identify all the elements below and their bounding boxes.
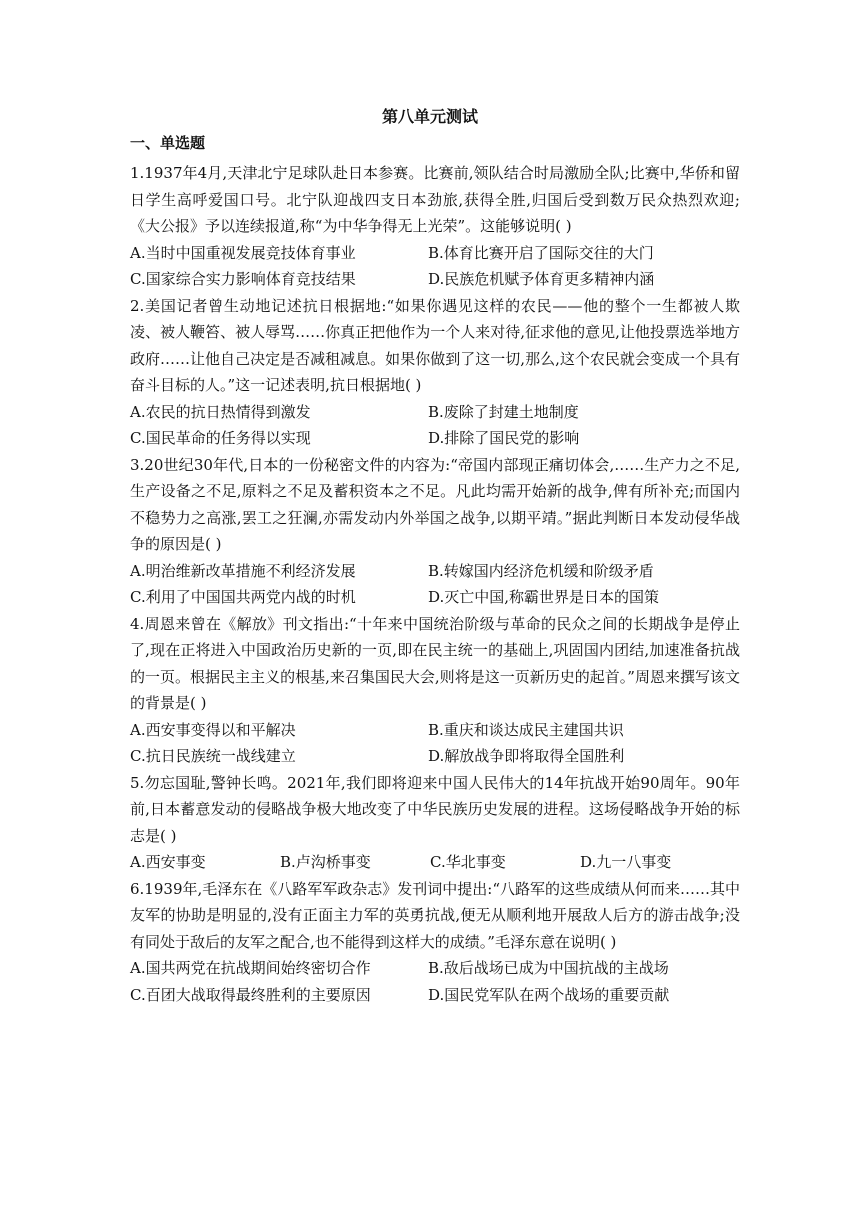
option-group: [130, 558, 740, 611]
option-group: [130, 955, 740, 1008]
option-c: C.国民革命的任务得以实现: [130, 429, 311, 447]
question-stem: 3.20世纪30年代,日本的一份秘密文件的内容为:“帝国内部现正痛切体会,……生产力之不足,生产设备之不足,原料之不足及蓄积资本之不足。凡此均需开始新的战争,俾有所补充;而国内不稳势力之高涨,罢工之狂澜,亦需发动内外举国之战争,以期平靖。”据此判断日本发动侵华战争的原因是( ): [130, 455, 740, 553]
question-stem: 1.1937年4月,天津北宁足球队赴日本参赛。比赛前,领队结合时局激励全队;比赛中,华侨和留日学生高呼爱国口号。北宁队迎战四支日本劲旅,获得全胜,归国后受到数万民众热烈欢迎;《大公报》予以连续报道,称“为中华争得无上光荣”。这能够说明( ): [130, 164, 740, 235]
question-5: [130, 770, 740, 876]
option-c: C.利用了中国国共两党内战的时机: [130, 588, 356, 606]
option-a: A.农民的抗日热情得到激发: [130, 402, 311, 421]
question-6: [130, 876, 740, 1009]
option-c: C.百团大战取得最终胜利的主要原因: [130, 985, 371, 1004]
option-b: B.废除了封建土地制度: [428, 402, 579, 421]
option-b: B.重庆和谈达成民主建国共识: [428, 720, 624, 739]
option-d: D.解放战争即将取得全国胜利: [428, 747, 625, 765]
option-c: C.华北事变: [430, 853, 506, 871]
option-c: C.国家综合实力影响体育竞技结果: [130, 270, 356, 288]
question-1: [130, 160, 740, 293]
option-d: D.国民党军队在两个战场的重要贡献: [428, 985, 670, 1004]
option-a: A.明治维新改革措施不利经济发展: [130, 561, 356, 580]
option-a: A.西安事变: [130, 853, 206, 871]
question-3: [130, 452, 740, 611]
option-b: B.卢沟桥事变: [280, 853, 371, 871]
option-d: D.九一八事变: [580, 853, 672, 871]
option-b: B.敌后战场已成为中国抗战的主战场: [428, 959, 669, 977]
question-stem: 4.周恩来曾在《解放》刊文指出:“十年来中国统治阶级与革命的民众之间的长期战争是停止了,现在正将进入中国政治历史新的一页,即在民主统一的基础上,巩固国内团结,加速准备抗战的一页。根据民主主义的根基,来召集国民大会,则将是这一页新历史的起首。”周恩来撰写该文的背景是( ): [130, 614, 740, 712]
option-d: D.民族危机赋予体育更多精神内涵: [428, 270, 655, 288]
page-title: 第八单元测试: [381, 107, 478, 126]
option-c: C.抗日民族统一战线建立: [130, 747, 296, 765]
option-group: [130, 399, 740, 452]
option-group: [130, 717, 740, 770]
option-b: B.体育比赛开启了国际交往的大门: [428, 243, 654, 262]
option-b: B.转嫁国内经济危机缓和阶级矛盾: [428, 561, 654, 580]
option-group: [130, 240, 740, 293]
question-stem: 5.勿忘国耻,警钟长鸣。2021年,我们即将迎来中国人民伟大的14年抗战开始90周年。90年前,日本蓄意发动的侵略战争极大地改变了中华民族历史发展的进程。这场侵略战争开始的标志是( ): [130, 773, 740, 845]
question-stem: 2.美国记者曾生动地记述抗日根据地:“如果你遇见这样的农民——他的整个一生都被人欺凌、被人鞭笞、被人辱骂……你真正把他作为一个人来对待,征求他的意见,让他投票选举地方政府……让他自己决定是否减租减息。如果你做到了这一切,那么,这个农民就会变成一个具有奋斗目标的人。”这一记述表明,抗日根据地( ): [130, 296, 740, 394]
question-2: [130, 293, 740, 452]
section-heading: 一、单选题: [130, 134, 206, 152]
option-a: A.当时中国重视发展竞技体育事业: [130, 243, 356, 262]
option-a: A.国共两党在抗战期间始终密切合作: [130, 959, 371, 977]
question-stem: 6.1939年,毛泽东在《八路军军政杂志》发刊词中提出:“八路军的这些成绩从何而来……其中友军的协助是明显的,没有正面主力军的英勇抗战,便无从顺利地开展敌人后方的游击战争;没有同处于敌后的友军之配合,也不能得到这样大的成绩。”毛泽东意在说明( ): [130, 879, 740, 951]
question-4: [130, 611, 740, 770]
option-d: D.排除了国民党的影响: [428, 429, 580, 447]
question-list: [130, 160, 740, 1008]
option-a: A.西安事变得以和平解决: [130, 720, 296, 739]
option-d: D.灭亡中国,称霸世界是日本的国策: [428, 588, 660, 606]
option-group: [130, 849, 740, 876]
